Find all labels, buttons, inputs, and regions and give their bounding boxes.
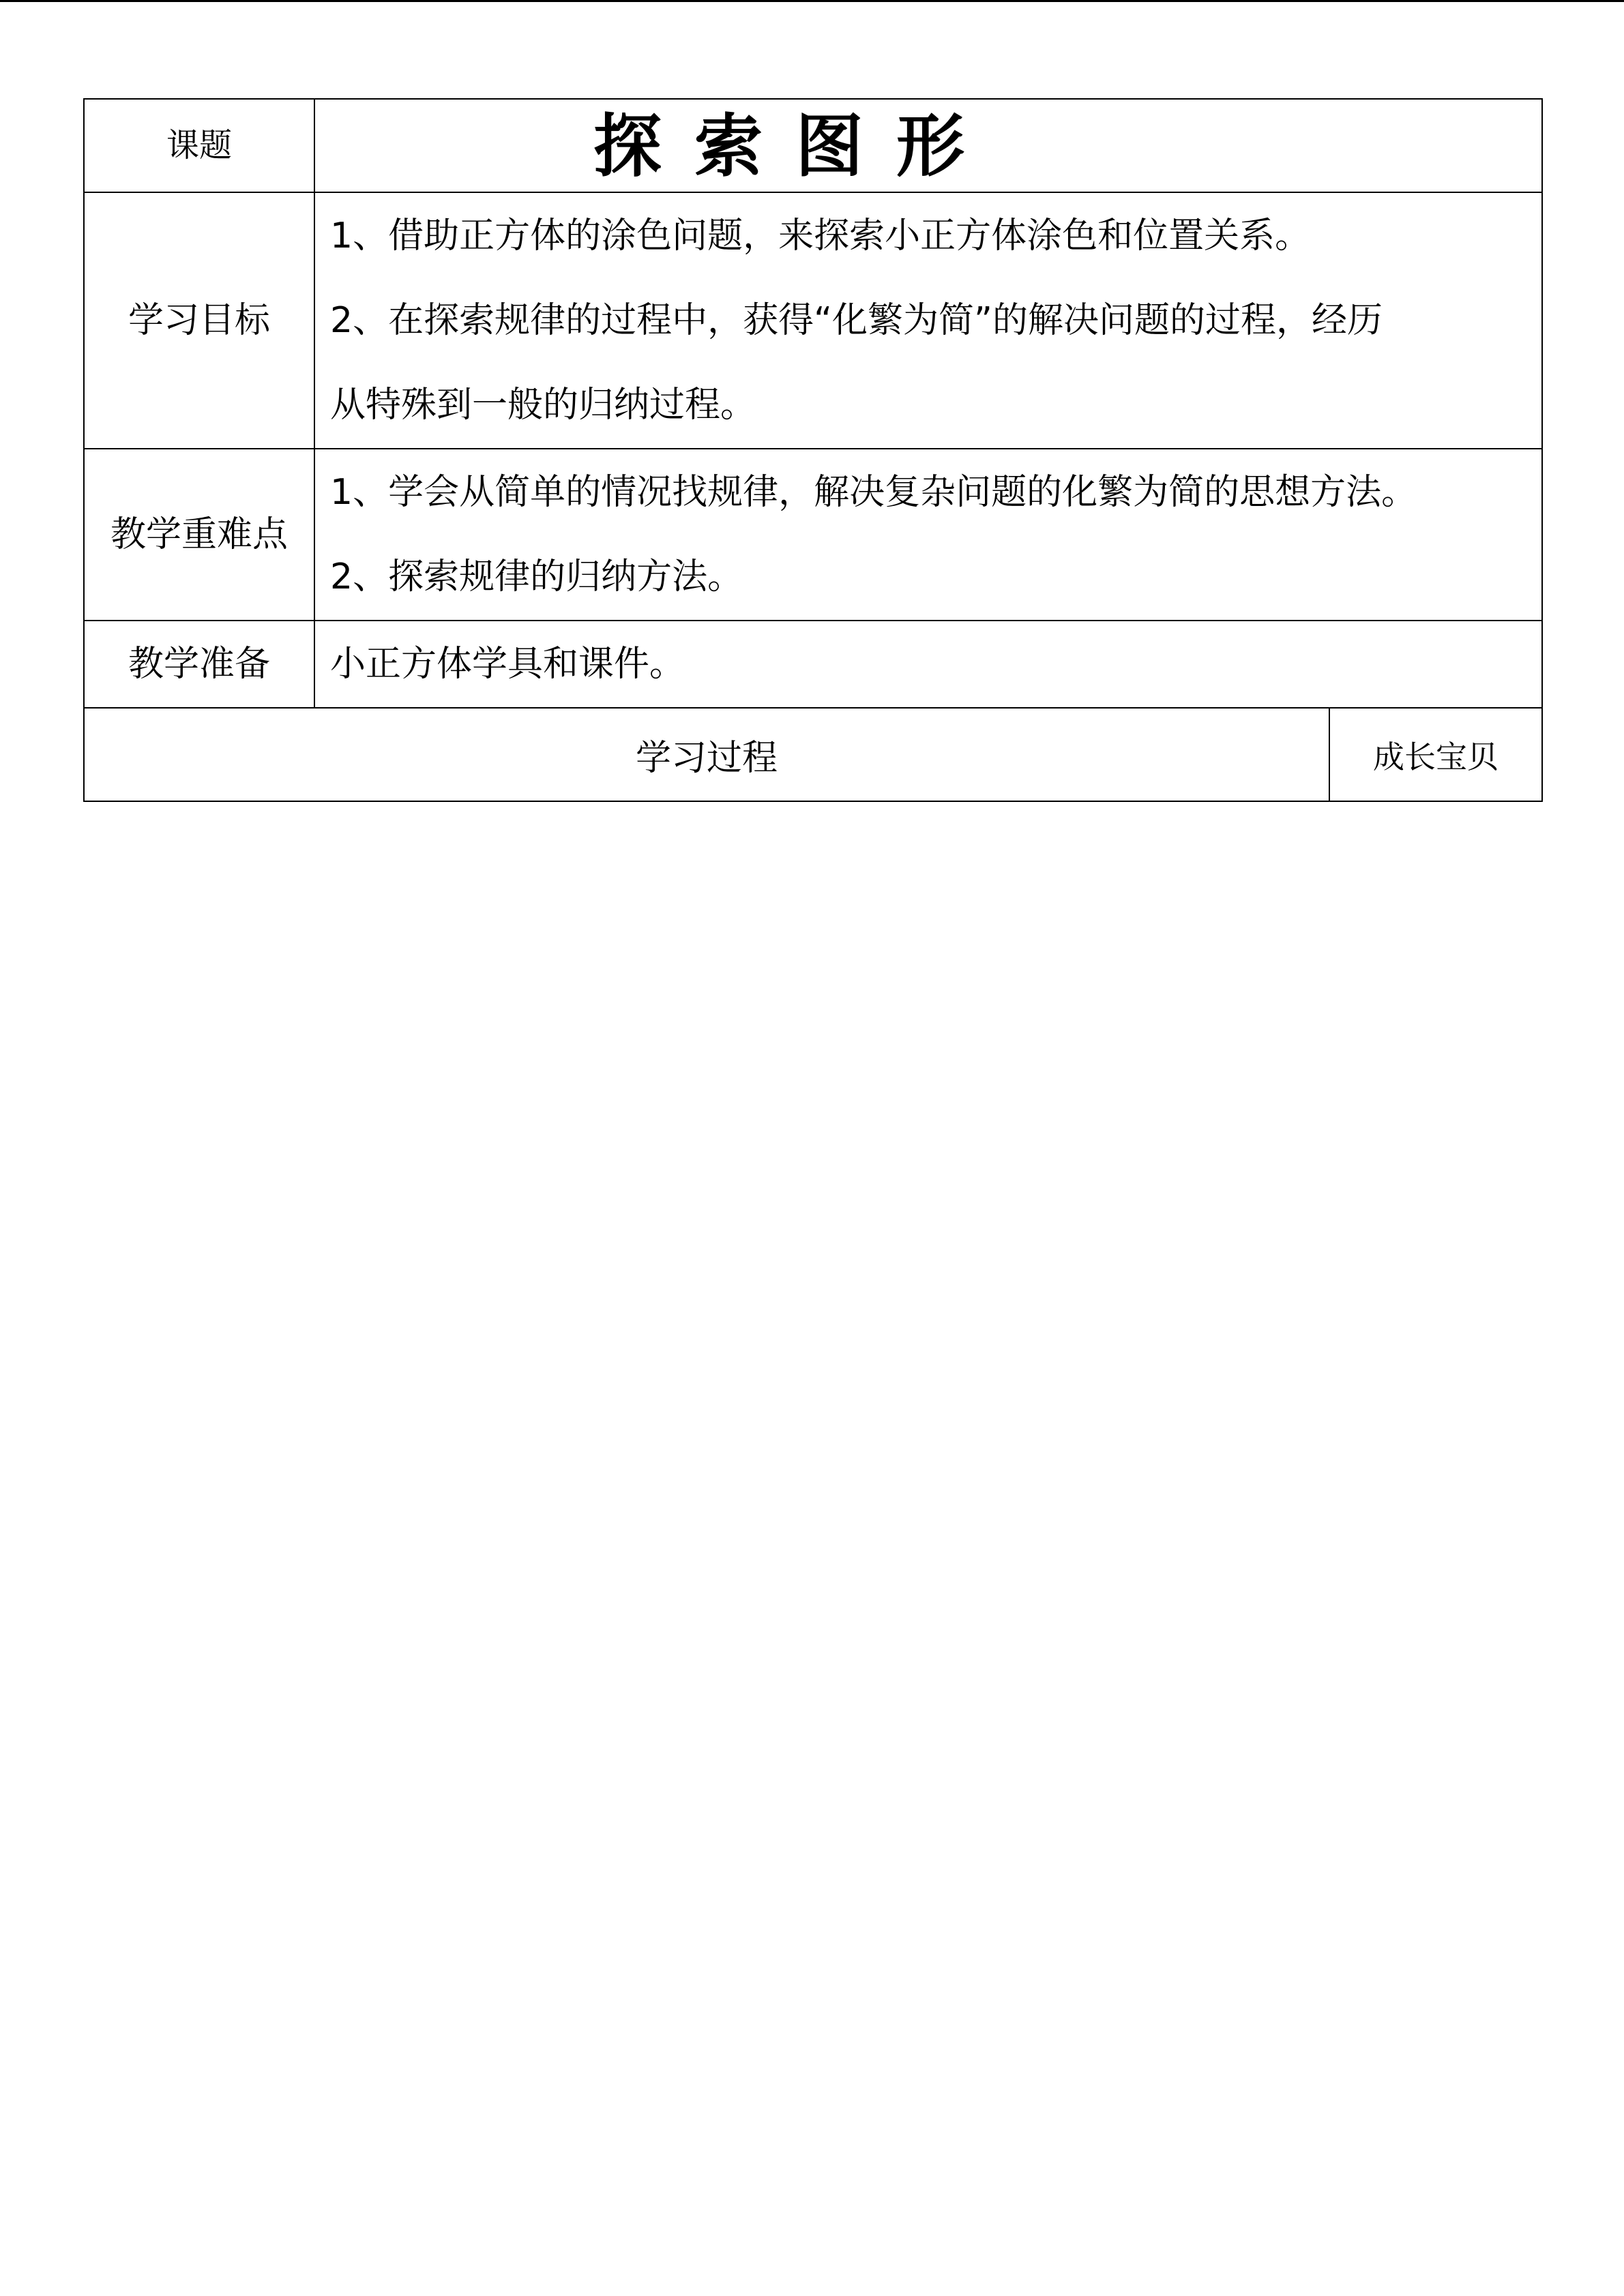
preparation-content <box>314 621 1542 708</box>
key-points-row <box>84 449 1542 621</box>
key-point-line: 2、探索规律的归纳方法。 <box>330 556 743 597</box>
preparation-text: 小正方体学具和课件。 <box>330 644 685 685</box>
subject-label: 课题 <box>84 99 314 192</box>
key-points-content <box>314 449 1542 621</box>
process-row <box>84 708 1542 801</box>
goal-line: 2、在探索规律的过程中，获得“化繁为简”的解决问题的过程，经历 <box>330 300 1383 341</box>
preparation-label: 教学准备 <box>84 621 314 708</box>
growth-label: 成长宝贝 <box>1329 708 1542 801</box>
title-row <box>84 99 1542 192</box>
goal-line: 1、借助正方体的涂色问题，来探索小正方体涂色和位置关系。 <box>330 215 1311 256</box>
lesson-plan-table <box>83 98 1543 802</box>
title-cell <box>314 99 1542 192</box>
preparation-row <box>84 621 1542 708</box>
process-label: 学习过程 <box>84 708 1329 801</box>
key-points-label: 教学重难点 <box>84 449 314 621</box>
goals-label: 学习目标 <box>84 192 314 449</box>
lesson-title: 探索图形 <box>593 105 997 186</box>
goals-row <box>84 192 1542 449</box>
key-point-line: 1、学会从简单的情况找规律，解决复杂问题的化繁为简的思想方法。 <box>330 472 1417 513</box>
goals-content <box>314 192 1542 449</box>
goal-line: 从特殊到一般的归纳过程。 <box>330 385 756 426</box>
